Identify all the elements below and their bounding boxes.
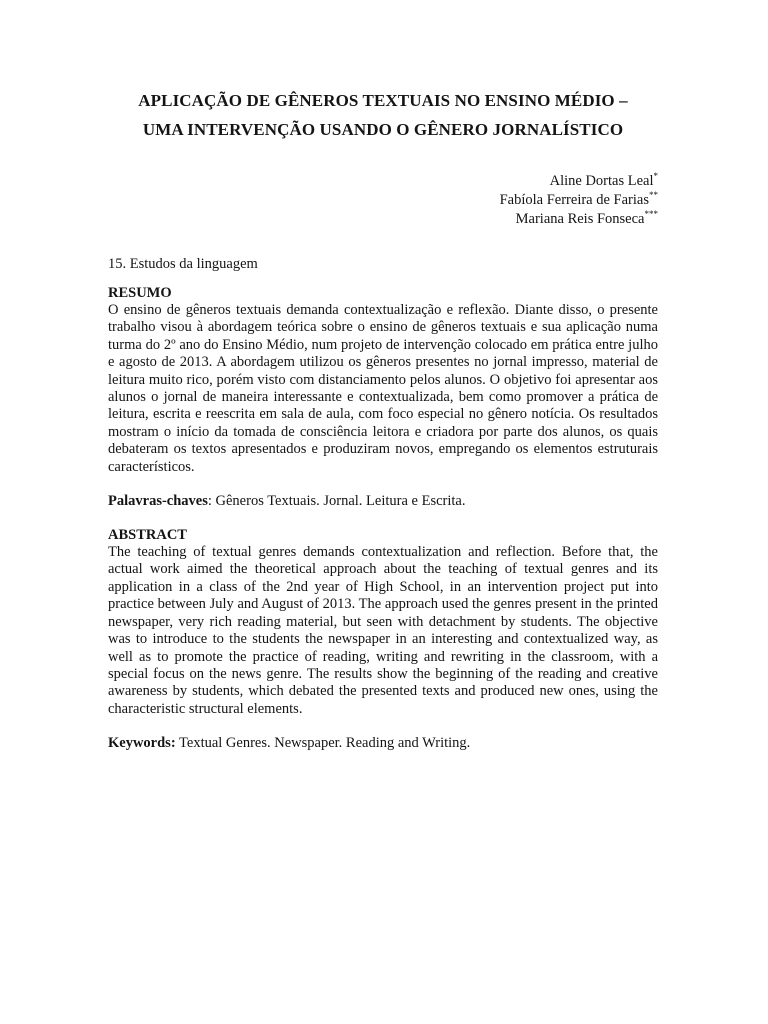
palavras-chaves [108, 493, 658, 510]
palavras-chaves-label: Palavras-chaves [108, 493, 208, 510]
abstract-text: The teaching of textual genres demands contextualization and reflection. Before that, the actual work aimed the theoretical approach about the teaching of textual genres and its application in a class of the 2nd year of High School, in an intervention project put into practice between July and August of 2013. The approach used the genres present in the printed newspaper, very rich reading material, but seen with detachment by students. The objective was to introduce to the students the newspaper in an interesting and contextualized way, as well as to promote the practice of reading, writing and rewriting in the classroom, with a special focus on the news genre. The results show the beginning of the reading and creative awareness by students, which debated the presented texts and produced new ones, using the characteristic structural elements. [108, 544, 658, 717]
abstract-heading: ABSTRACT [108, 527, 187, 544]
paper-title-line-1: APLICAÇÃO DE GÊNEROS TEXTUAIS NO ENSINO MÉDIO – [138, 91, 628, 110]
author-footnote-mark: ** [649, 190, 658, 200]
paper-title [108, 0, 658, 144]
author-list [108, 172, 658, 229]
author-3 [108, 210, 658, 229]
resumo-heading: RESUMO [108, 285, 172, 301]
paper-title-line-2: UMA INTERVENÇÃO USANDO O GÊNERO JORNALÍSTICO [142, 120, 624, 139]
author-footnote-mark: *** [644, 209, 658, 219]
palavras-chaves-text: : Gêneros Textuais. Jornal. Leitura e Escrita. [207, 493, 466, 510]
keywords-text: Textual Genres. Newspaper. Reading and Writing. [175, 735, 471, 752]
keywords-label: Keywords: [108, 735, 176, 752]
author-footnote-mark: * [653, 171, 658, 181]
document-page [108, 0, 658, 1024]
author-1 [108, 172, 658, 191]
author-name: Fabíola Ferreira de Farias [499, 192, 649, 208]
author-name: Mariana Reis Fonseca [515, 211, 645, 227]
author-2 [108, 191, 658, 210]
resumo-text: O ensino de gêneros textuais demanda contextualização e reflexão. Diante disso, o presente trabalho visou à abordagem teórica sobre o ensino de gêneros textuais e sua aplicação numa turma do 2º ano do Ensino Médio, num projeto de intervenção colocado em prática entre julho e agosto de 2013. A abordagem utilizou os gêneros presentes no jornal impresso, material de leitura muito rico, porém visto com distanciamento pelos alunos. O objetivo foi apresentar aos alunos o jornal de maneira interessante e contextualizada, bem como promover a prática de leitura, escrita e reescrita em sala de aula, com foco especial no gênero notícia. Os resultados mostram o início da tomada de consciência leitora e criadora por parte dos alunos, os quais debateram os textos apresentados e produziram novos, empregando os elementos estruturais característicos. [108, 302, 658, 475]
author-name: Aline Dortas Leal [549, 173, 654, 189]
keywords [108, 735, 658, 752]
subject-area: 15. Estudos da linguagem [108, 256, 258, 272]
